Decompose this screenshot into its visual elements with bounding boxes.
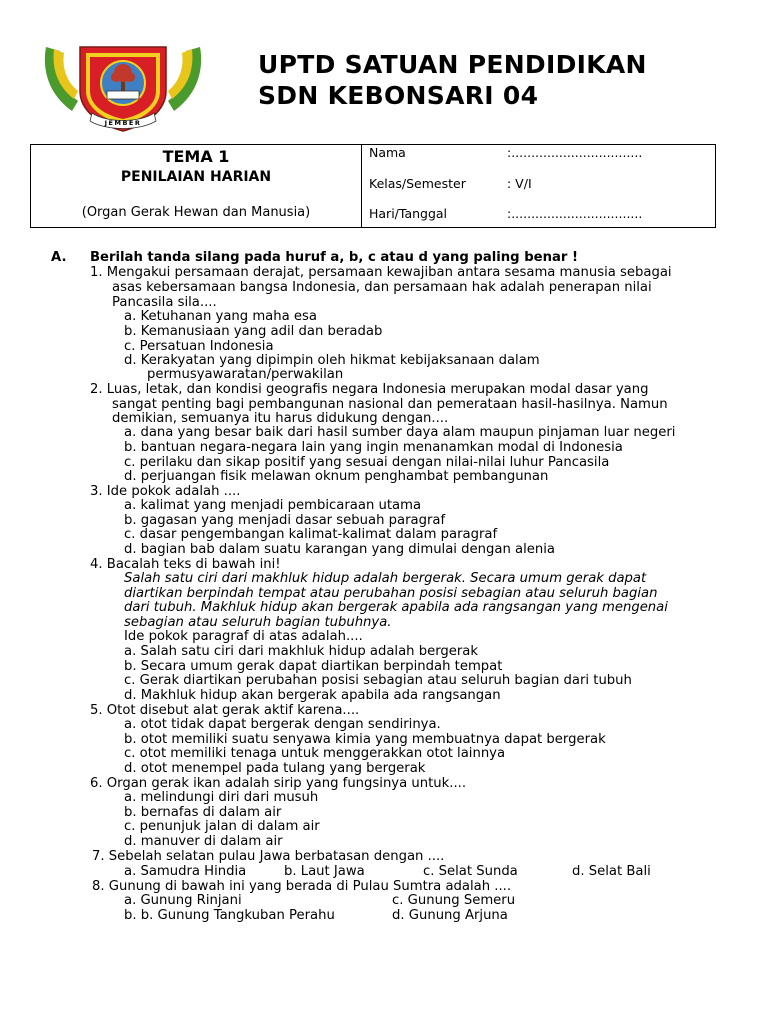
question-line: c. Persatuan Indonesia: [124, 339, 274, 354]
question-line: a. Samudra Hindia: [124, 864, 247, 879]
question-line: 8. Gunung di bawah ini yang berada di Pulau Sumtra adalah ....: [92, 879, 512, 894]
question-line: asas kebersamaan bangsa Indonesia, dan persamaan hak adalah penerapan nilai: [112, 280, 652, 295]
question-line: b. bernafas di dalam air: [124, 805, 282, 820]
question-line: 1. Mengakui persamaan derajat, persamaan kewajiban antara sesama manusia sebagai: [90, 265, 672, 280]
question-line: b. bantuan negara-negara lain yang ingin menanamkan modal di Indonesia: [124, 440, 623, 455]
question-line: d. otot menempel pada tulang yang bergerak: [124, 761, 426, 776]
question-line: b. Kemanusiaan yang adil dan beradab: [124, 324, 383, 339]
question-line: 3. Ide pokok adalah ....: [90, 484, 241, 499]
question-line: 7. Sebelah selatan pulau Jawa berbatasan dengan ....: [92, 849, 445, 864]
theme-title: TEMA 1: [162, 147, 230, 166]
name-label: Nama: [369, 145, 406, 160]
section-instruction: Berilah tanda silang pada huruf a, b, c atau d yang paling benar !: [90, 250, 578, 265]
question-line: b. Laut Jawa: [284, 864, 365, 879]
question-line: a. otot tidak dapat bergerak dengan sendirinya.: [124, 717, 441, 732]
question-line: c. dasar pengembangan kalimat-kalimat dalam paragraf: [124, 527, 498, 542]
question-line: b. gagasan yang menjadi dasar sebuah paragraf: [124, 513, 446, 528]
class-semester-label: Kelas/Semester: [369, 176, 466, 191]
question-line: demikian, semuanya itu harus didukung dengan....: [112, 411, 449, 426]
date-label: Hari/Tanggal: [369, 206, 448, 221]
question-line: Ide pokok paragraf di atas adalah....: [124, 629, 363, 644]
question-line: diartikan berpindah tempat atau perubahan posisi sebagian atau seluruh bagian: [124, 586, 658, 601]
question-line: a. melindungi diri dari musuh: [124, 790, 319, 805]
logo-lettering: JEMBER: [104, 119, 142, 127]
question-line: a. Ketuhanan yang maha esa: [124, 309, 317, 324]
question-line: b. b. Gunung Tangkuban Perahu: [124, 908, 335, 923]
name-field: :.................................: [507, 145, 643, 160]
question-line: 4. Bacalah teks di bawah ini!: [90, 557, 281, 572]
question-line: c. Gerak diartikan perubahan posisi sebagian atau seluruh bagian dari tubuh: [124, 673, 632, 688]
question-line: c. Selat Sunda: [423, 864, 518, 879]
question-line: 6. Organ gerak ikan adalah sirip yang fungsinya untuk....: [90, 776, 467, 791]
school-name-line2: SDN KEBONSARI 04: [258, 81, 539, 110]
question-line: Pancasila sila....: [112, 295, 217, 310]
question-line: sebagian atau seluruh bagian tubuhnya.: [124, 615, 392, 630]
question-line: b. otot memiliki suatu senyawa kimia yang membuatnya dapat bergerak: [124, 732, 606, 747]
class-semester-value: : V/I: [507, 176, 532, 191]
question-line: a. Salah satu ciri dari makhluk hidup adalah bergerak: [124, 644, 479, 659]
question-line: 2. Luas, letak, dan kondisi geografis negara Indonesia merupakan modal dasar yang: [90, 382, 649, 397]
question-line: a. dana yang besar baik dari hasil sumber daya alam maupun pinjaman luar negeri: [124, 425, 676, 440]
question-line: Salah satu ciri dari makhluk hidup adalah bergerak. Secara umum gerak dapat: [124, 571, 647, 586]
question-line: a. kalimat yang menjadi pembicaraan utama: [124, 498, 422, 513]
date-field: :.................................: [507, 206, 643, 221]
topic-subtitle: (Organ Gerak Hewan dan Manusia): [81, 205, 311, 220]
school-name-line1: UPTD SATUAN PENDIDIKAN: [258, 50, 647, 79]
question-line: permusyawaratan/perwakilan: [147, 367, 344, 382]
question-line: d. Gunung Arjuna: [392, 908, 508, 923]
question-line: d. manuver di dalam air: [124, 834, 283, 849]
question-line: a. Gunung Rinjani: [124, 893, 242, 908]
question-line: d. bagian bab dalam suatu karangan yang dimulai dengan alenia: [124, 542, 555, 557]
question-line: 5. Otot disebut alat gerak aktif karena....: [90, 703, 360, 718]
question-line: c. perilaku dan sikap positif yang sesuai dengan nilai-nilai luhur Pancasila: [124, 455, 610, 470]
question-line: d. Selat Bali: [572, 864, 651, 879]
section-letter: A.: [51, 250, 67, 265]
question-line: d. Makhluk hidup akan bergerak apabila ada rangsangan: [124, 688, 501, 703]
question-line: c. otot memiliki tenaga untuk menggerakkan otot lainnya: [124, 746, 506, 761]
question-line: c. Gunung Semeru: [392, 893, 516, 908]
question-line: dari tubuh. Makhluk hidup akan bergerak apabila ada rangsangan yang mengenai: [124, 600, 668, 615]
assessment-title: PENILAIAN HARIAN: [120, 169, 272, 185]
question-line: d. Kerakyatan yang dipimpin oleh hikmat kebijaksanaan dalam: [124, 353, 540, 368]
question-line: d. perjuangan fisik melawan oknum penghambat pembangunan: [124, 469, 549, 484]
question-line: sangat penting bagi pembangunan nasional dan pemerataan hasil-hasilnya. Namun: [112, 397, 668, 412]
question-line: c. penunjuk jalan di dalam air: [124, 819, 320, 834]
question-line: b. Secara umum gerak dapat diartikan berpindah tempat: [124, 659, 503, 674]
